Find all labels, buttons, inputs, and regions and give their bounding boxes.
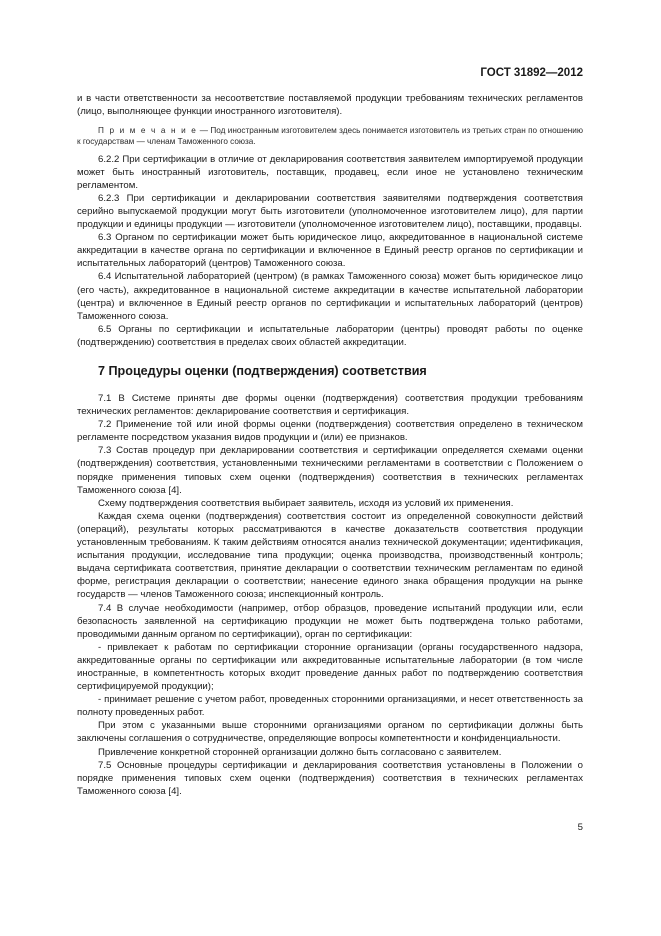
paragraph-agreements: При этом с указанными выше сторонними организациями органом по сертификации должны быть заключены соглашения о сотрудничестве, определяющие вопросы компетентности и конфиденциальности. [77,720,583,745]
page-number: 5 [577,822,583,833]
list-item-decision: - принимает решение с учетом работ, проведенных сторонними организациями, и несет ответственность за полноту проведенных работ. [77,694,583,719]
paragraph-7-2: 7.2 Применение той или иной формы оценки (подтверждения) соответствия определено в техническом регламенте посредством указания видов продукции и (или) ее признаков. [77,419,583,444]
paragraph-6-5: 6.5 Органы по сертификации и испытательные лаборатории (центры) проводят работы по оценке (подтверждению) соответствия в пределах своих областей аккредитации. [77,323,583,348]
paragraph-7-3: 7.3 Состав процедур при декларировании соответствия и сертификации определяется схемами оценки (подтверждения) соответствия, установленными техническими регламентами в соответствии с Положением о порядке применения типовых схем оценки (подтверждения) соответствия в технических регламентах Таможенного союза [4]. [77,445,583,496]
paragraph-7-1: 7.1 В Системе приняты две формы оценки (подтверждения) соответствия продукции требованиям технических регламентов: декларирование соответствия и сертификация. [77,393,583,418]
paragraph-6-4: 6.4 Испытательной лабораторией (центром) (в рамках Таможенного союза) может быть юридическое лицо (его часть), аккредитованное в национальной системе аккредитации в качестве испытательной лаборатории (центра) и включенное в Единый реестр органов по сертификации и испытательных лабораторий (центров) Таможенного союза. [77,271,583,322]
note [77,125,583,147]
document-body [77,92,583,798]
list-item-third-parties: - привлекает к работам по сертификации сторонние организации (органы государственного надзора, аккредитованные органы по сертификации или аккредитованные испытательные лаборатории (в том числе иностранные, в компетентность которых входит проведение данных работ по подтверждению соответствия сертифицируемой продукции); [77,641,583,693]
paragraph-approval: Привлечение конкретной сторонней организации должно быть согласовано с заявителем. [98,746,502,758]
paragraph-7-5: 7.5 Основные процедуры сертификации и декларирования соответствия установлены в Положении о порядке применения типовых схем оценки (подтверждения) соответствия в технических регламентах Таможенного союза [4]. [77,759,583,797]
section-7-heading: 7 Процедуры оценки (подтверждения) соответствия [98,364,427,378]
paragraph-6-3: 6.3 Органом по сертификации может быть юридическое лицо, аккредитованное в национальной системе аккредитации в качестве органа по сертификации и включенное в Единый реестр органов по сертификации и испытательных лабораторий (центров) Таможенного союза. [77,232,583,270]
paragraph-scheme-choice: Схему подтверждения соответствия выбирает заявитель, исходя из условий их применения. [98,497,514,509]
paragraph-6-2-3: 6.2.3 При сертификации и декларировании соответствия заявителями подтверждения соответствия серийно выпускаемой продукции могут быть изготовители (уполномоченное изготовителем лицо), для партии продукции и единицы продукции — изготовители (уполномоченное изготовителем лицо), поставщики, продавцы. [77,192,583,231]
paragraph-7-4: 7.4 В случае необходимости (например, отбор образцов, проведение испытаний продукции или, если безопасность заявленной на сертификацию продукции не может быть подтверждена только работами, проводимыми данным органом по сертификации), орган по сертификации: [77,602,583,640]
paragraph-scheme-actions: Каждая схема оценки (подтверждения) соответствия состоит из определенной совокупности действий (операций), результаты которых рассматриваются в качестве доказательств соответствия продукции установленным требованиям. К таким действиям относятся анализ технической документации; идентификация, испытания продукции, исследование типа продукции; оценка производства, производственный контроль; выдача сертификата соответствия, принятие декларации о соответствии техническим регламентам по единой форме, регистрация декларации о соответствии; нанесение единого знака обращения продукции на рынке государств — членов Таможенного союза; инспекционный контроль. [77,510,583,601]
note-text: — Под иностранным изготовителем здесь понимается изготовитель из третьих стран по отношению к государствам — членам Таможенного союза. [77,126,583,147]
note-label: П р и м е ч а н и е [98,126,198,136]
document-code: ГОСТ 31892—2012 [480,67,583,79]
paragraph-6-2-2: 6.2.2 При сертификации в отличие от декларирования соответствия заявителем импортируемой продукции может быть иностранный изготовитель, поставщик, продавец, если иное не установлено техническим регламентом. [77,153,583,191]
paragraph-continuation: и в части ответственности за несоответствие поставляемой продукции требованиям технических регламентов (лицо, выполняющее функции иностранного изготовителя). [77,93,583,118]
